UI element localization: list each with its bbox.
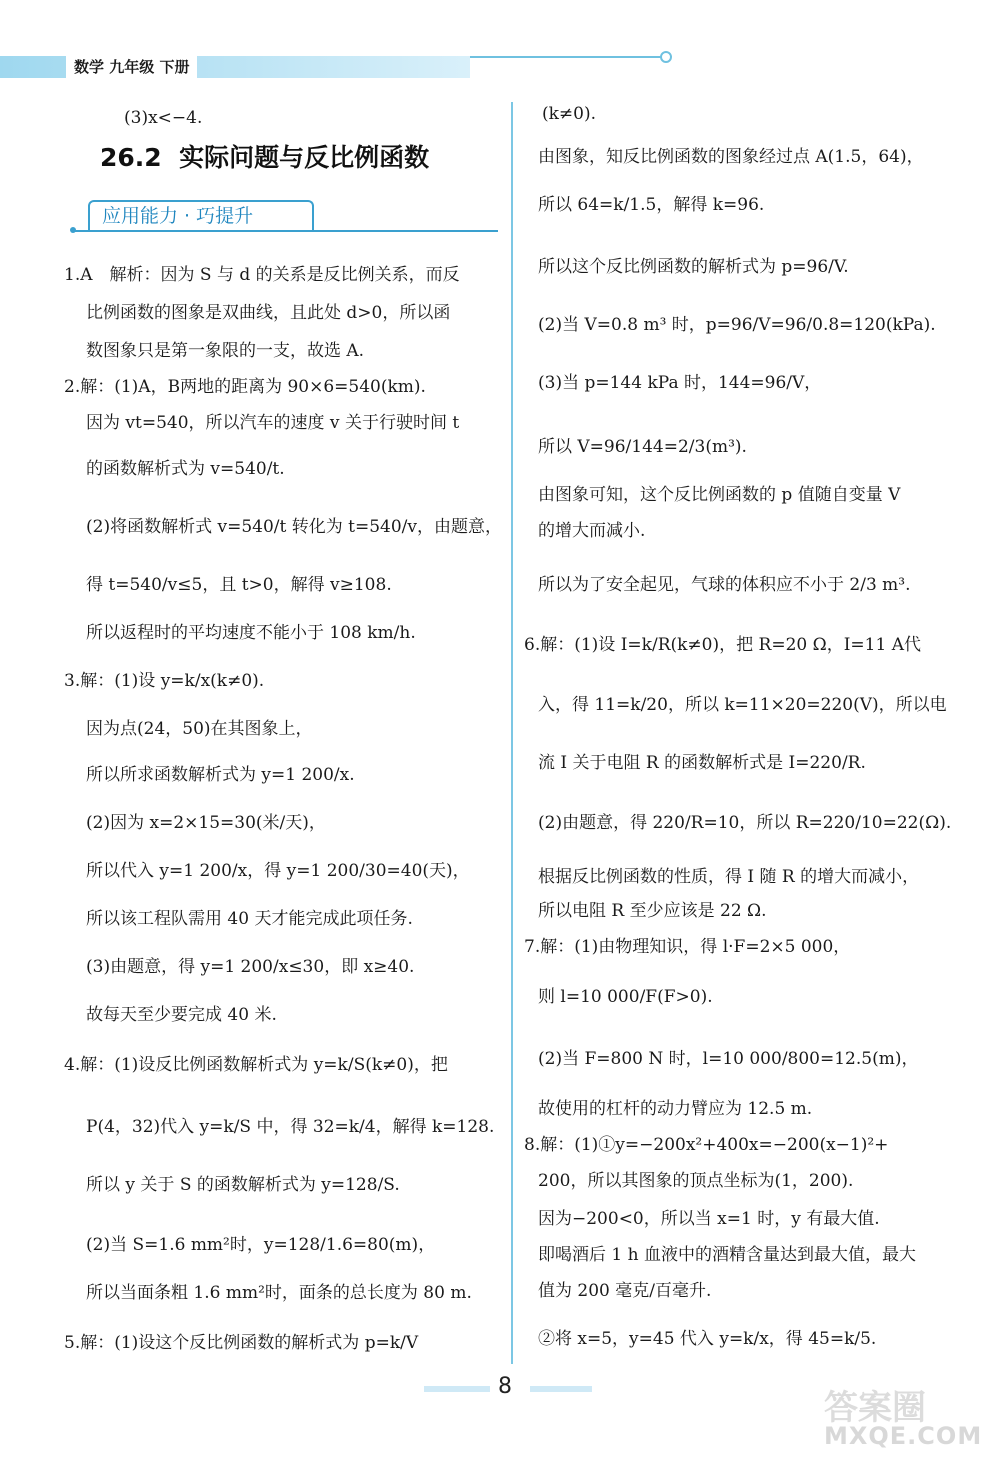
header-title: 数学 九年级 下册 [66, 56, 197, 78]
text-line: 的函数解析式为 v=540/t. [86, 459, 285, 479]
text-line: 数图象只是第一象限的一支，故选 A. [86, 341, 365, 361]
badge-label: 应用能力 · 巧提升 [88, 200, 314, 230]
text-line: 所以该工程队需用 40 天才能完成此项任务. [86, 909, 413, 929]
text-line: 所以所求函数解析式为 y=1 200/x. [86, 765, 355, 785]
text-line: 的增大而减小. [538, 521, 646, 541]
header-dot [660, 51, 672, 63]
text-line: 所以 V=96/144=2/3(m³). [538, 437, 747, 457]
text-line: (3)x<−4. [124, 108, 203, 128]
text-line: 8.解：(1)①y=−200x²+400x=−200(x−1)²+ [524, 1135, 889, 1155]
text-line: (2)将函数解析式 v=540/t 转化为 t=540/v，由题意， [86, 517, 503, 537]
text-line: 故每天至少要完成 40 米. [86, 1005, 277, 1025]
text-line: (3)由题意，得 y=1 200/x≤30，即 x≥40. [86, 957, 415, 977]
text-line: 流 I 关于电阻 R 的函数解析式是 I=220/R. [538, 753, 866, 773]
text-line: (2)当 S=1.6 mm²时，y=128/1.6=80(m)， [86, 1235, 436, 1255]
text-line: 入，得 11=k/20，所以 k=11×20=220(V)，所以电 [538, 695, 947, 715]
text-line: 比例函数的图象是双曲线，且此处 d>0，所以函 [86, 303, 451, 323]
section-number: 26.2 [100, 143, 162, 172]
footer-deco-left [424, 1386, 490, 1392]
text-line: 所以 y 关于 S 的函数解析式为 y=128/S. [86, 1175, 400, 1195]
page-header [0, 48, 670, 82]
text-line: 3.解：(1)设 y=k/x(k≠0). [64, 671, 265, 691]
text-line: 由图象可知，这个反比例函数的 p 值随自变量 V [538, 485, 901, 505]
text-line: (2)由题意，得 220/R=10，所以 R=220/10=22(Ω). [538, 813, 952, 833]
text-line: 2.解：(1)A，B两地的距离为 90×6=540(km). [64, 377, 426, 397]
header-rule [470, 56, 662, 58]
text-line: (2)因为 x=2×15=30(米/天)， [86, 813, 326, 833]
text-line: 所以为了安全起见，气球的体积应不小于 2/3 m³. [538, 575, 911, 595]
text-line: 所以 64=k/1.5，解得 k=96. [538, 195, 765, 215]
text-line: (2)当 V=0.8 m³ 时，p=96/V=96/0.8=120(kPa). [538, 315, 936, 335]
watermark-url: MXQE.COM [824, 1422, 983, 1450]
page-number: 8 [498, 1374, 512, 1399]
text-line: 6.解：(1)设 I=k/R(k≠0)，把 R=20 Ω，I=11 A代 [524, 635, 921, 655]
text-line: 根据反比例函数的性质，得 I 随 R 的增大而减小， [538, 867, 920, 887]
section-badge [74, 198, 498, 232]
watermark-logo: 答案圈 [824, 1388, 926, 1428]
text-line: P(4，32)代入 y=k/S 中，得 32=k/4，解得 k=128. [86, 1117, 495, 1137]
text-line: 即喝酒后 1 h 血液中的酒精含量达到最大值，最大 [538, 1245, 916, 1265]
text-line: 所以返程时的平均速度不能小于 108 km/h. [86, 623, 416, 643]
text-line: 因为−200<0，所以当 x=1 时，y 有最大值. [538, 1209, 880, 1229]
text-line: 得 t=540/v≤5，且 t>0，解得 v≥108. [86, 575, 392, 595]
text-line: (k≠0). [542, 104, 597, 124]
section-title [100, 138, 429, 174]
text-line: (3)当 p=144 kPa 时，144=96/V， [538, 373, 822, 393]
text-line: 故使用的杠杆的动力臂应为 12.5 m. [538, 1099, 813, 1119]
text-line: 1.A 解析：因为 S 与 d 的关系是反比例关系，而反 [64, 265, 460, 285]
text-line: 所以代入 y=1 200/x，得 y=1 200/30=40(天)， [86, 861, 470, 881]
text-line: 因为 vt=540，所以汽车的速度 v 关于行驶时间 t [86, 413, 460, 433]
badge-dot [70, 227, 76, 233]
column-divider [511, 102, 513, 1364]
text-line: (2)当 F=800 N 时，l=10 000/800=12.5(m)， [538, 1049, 919, 1069]
text-line: 值为 200 毫克/百毫升. [538, 1281, 712, 1301]
text-line: 5.解：(1)设这个反比例函数的解析式为 p=k/V [64, 1333, 419, 1353]
text-line: 所以这个反比例函数的解析式为 p=96/V. [538, 257, 849, 277]
text-line: 则 l=10 000/F(F>0). [538, 987, 713, 1007]
text-line: 因为点(24，50)在其图象上， [86, 719, 313, 739]
footer-deco-right [530, 1386, 592, 1392]
text-line: ②将 x=5，y=45 代入 y=k/x，得 45=k/5. [538, 1329, 877, 1349]
text-line: 4.解：(1)设反比例函数解析式为 y=k/S(k≠0)，把 [64, 1055, 448, 1075]
text-line: 7.解：(1)由物理知识，得 l·F=2×5 000， [524, 937, 851, 957]
text-line: 200，所以其图象的顶点坐标为(1，200). [538, 1171, 854, 1191]
text-line: 所以当面条粗 1.6 mm²时，面条的总长度为 80 m. [86, 1283, 472, 1303]
text-line: 所以电阻 R 至少应该是 22 Ω. [538, 901, 767, 921]
section-name: 实际问题与反比例函数 [179, 143, 430, 172]
text-line: 由图象，知反比例函数的图象经过点 A(1.5，64)， [538, 147, 924, 167]
badge-rule [74, 230, 498, 232]
